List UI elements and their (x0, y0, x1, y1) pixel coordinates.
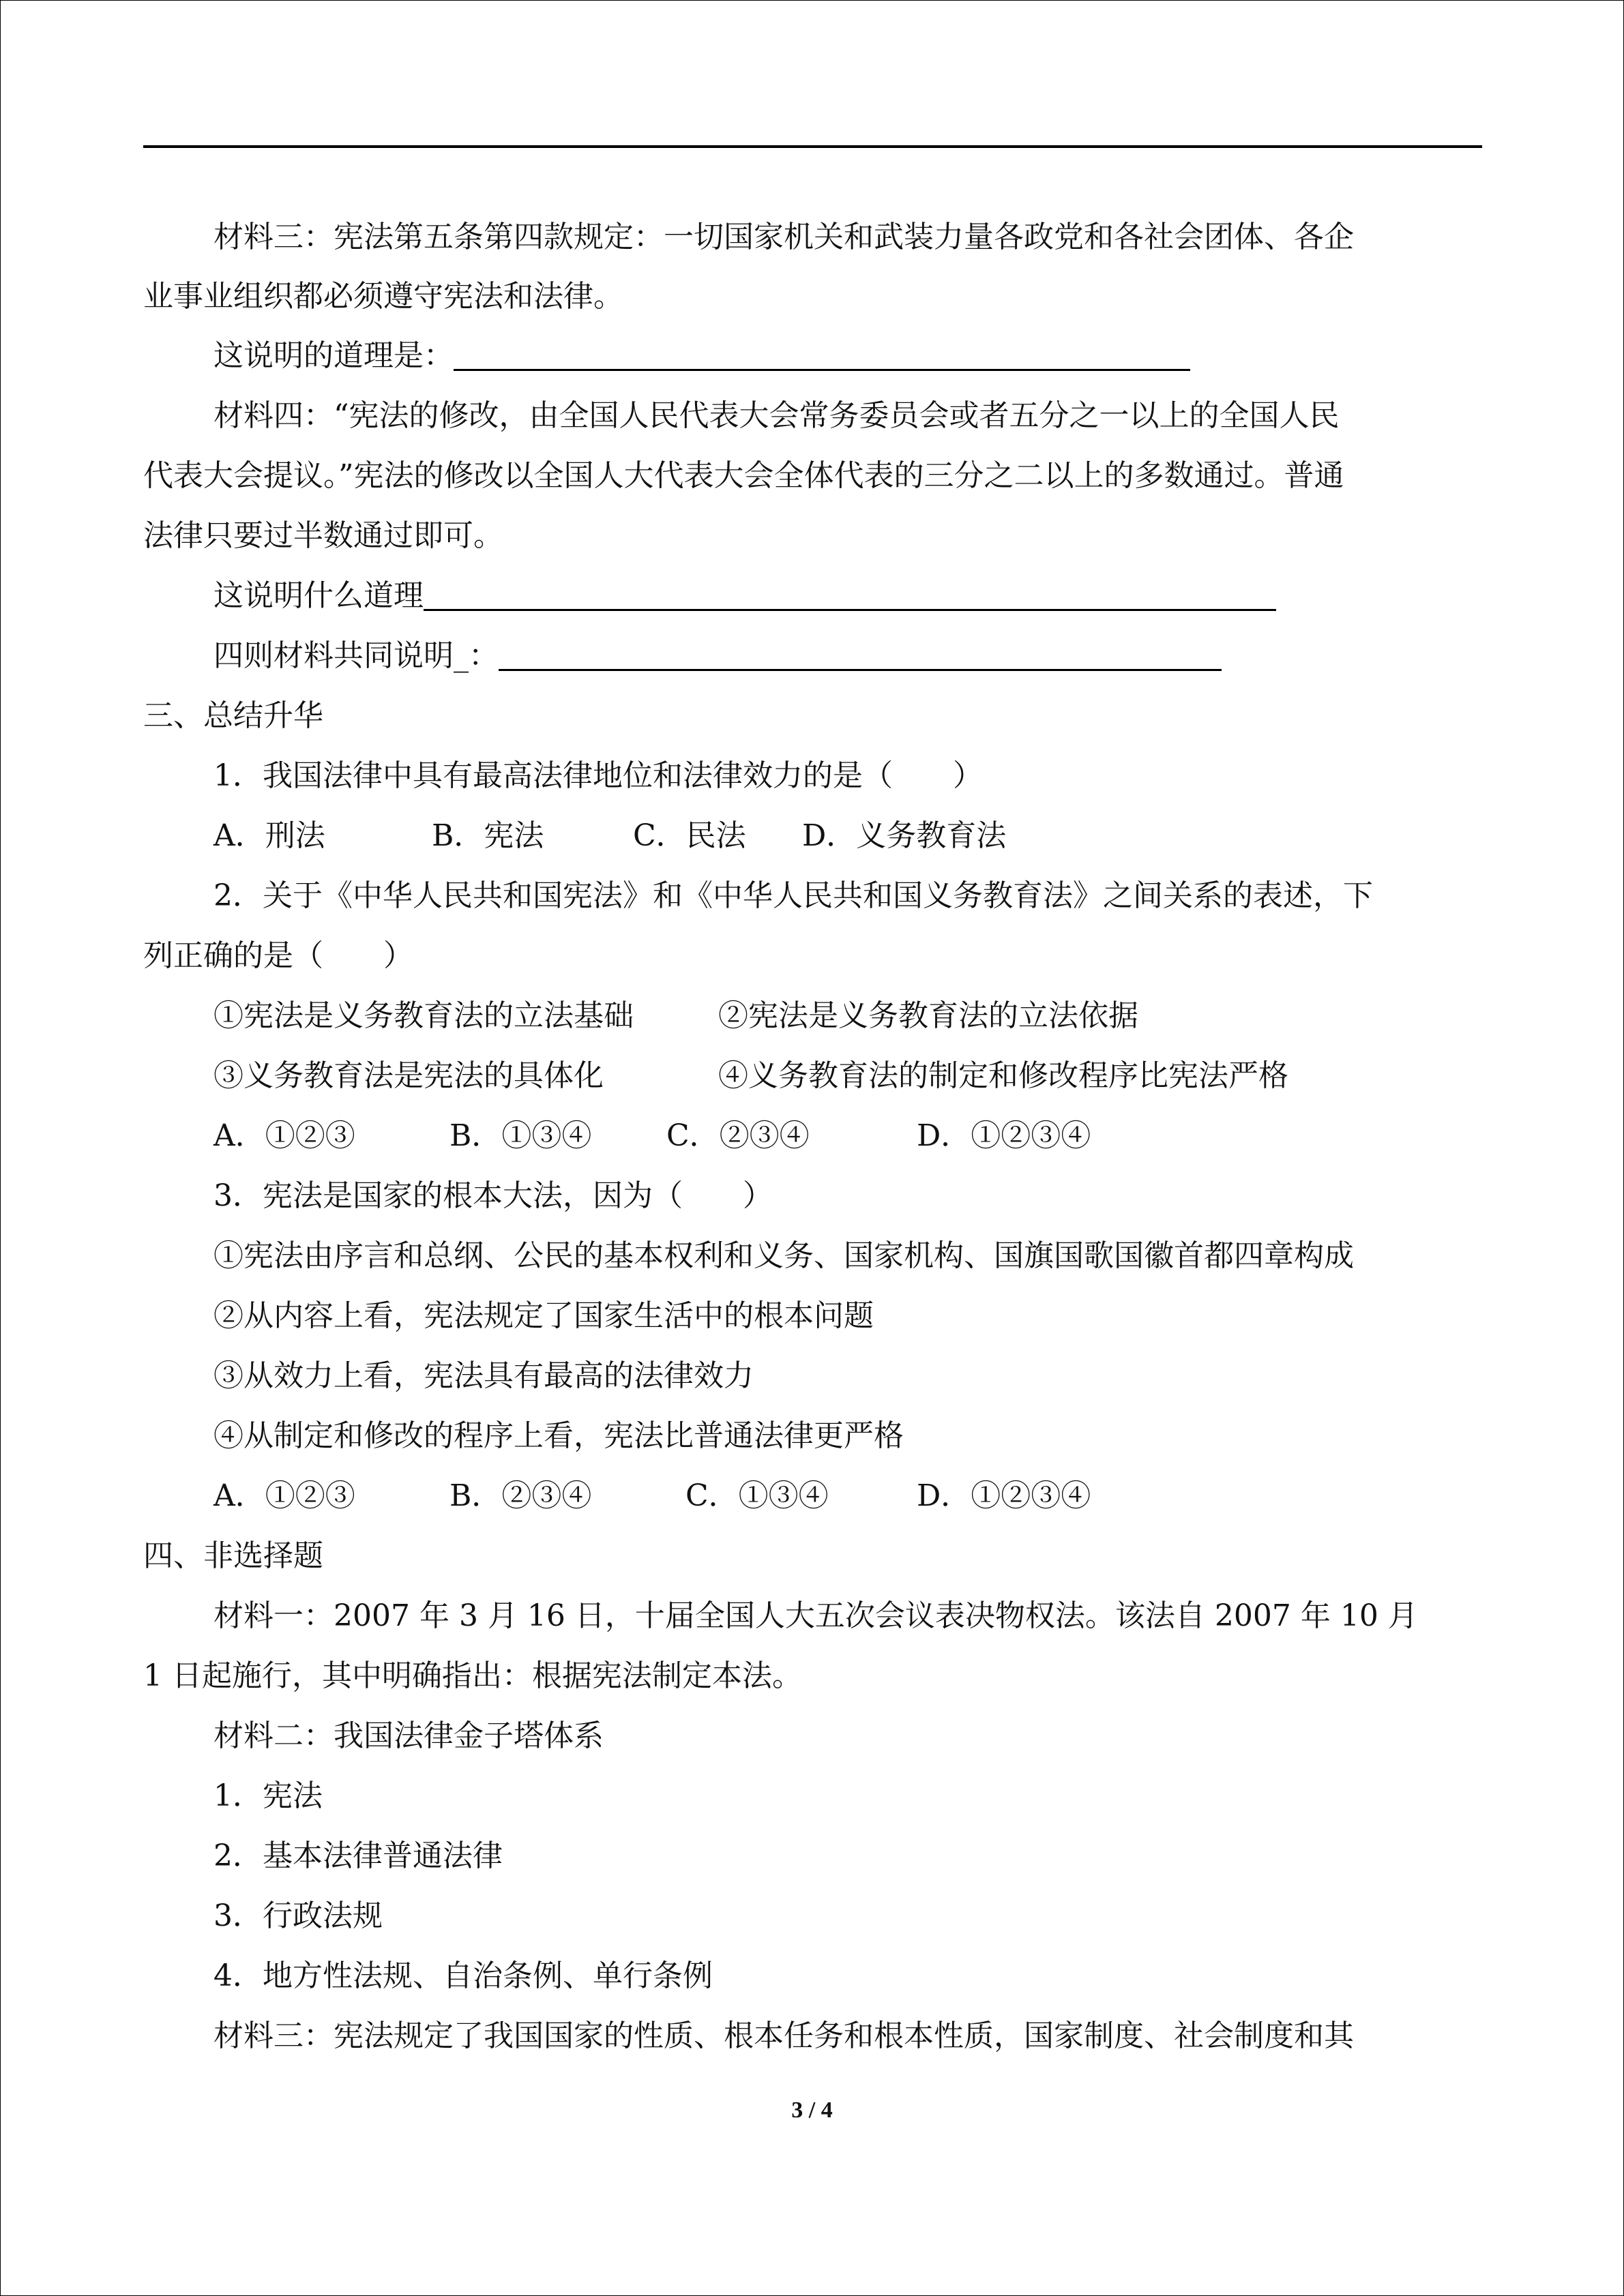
section4-title: 四、非选择题 (143, 1538, 323, 1573)
q1-stem: 1．我国法律中具有最高法律地位和法律效力的是（ ） (213, 758, 983, 793)
s4-material2-title: 材料二：我国法律金子塔体系 (213, 1718, 604, 1753)
material4-question-label: 这说明什么道理 (213, 578, 424, 613)
four-materials-question (213, 636, 1482, 676)
q2-item-2: ②宪法是义务教育法的立法依据 (718, 998, 1138, 1033)
four-materials-answer-blank[interactable] (499, 639, 1222, 671)
q2-options (213, 1116, 1482, 1157)
q2-item-3: ③义务教育法是宪法的具体化 (213, 1058, 604, 1093)
q3-options (213, 1476, 1482, 1517)
q2-item-4: ④义务教育法的制定和修改程序比宪法严格 (718, 1058, 1288, 1093)
pyramid-level-3: 3．行政法规 (213, 1898, 383, 1933)
q2-stem-line2: 列正确的是（ ） (143, 938, 413, 973)
q3-option-c[interactable]: C．①③④ (685, 1478, 829, 1513)
q1-option-c[interactable]: C．民法 (633, 818, 746, 853)
pyramid-level-4: 4．地方性法规、自治条例、单行条例 (213, 1958, 713, 1993)
material4-line2: 代表大会提议。”宪法的修改以全国人大代表大会全体代表的三分之二以上的多数通过。普通 (143, 458, 1344, 493)
pyramid-level-2: 2．基本法律普通法律 (213, 1838, 503, 1873)
q1-options (213, 816, 1482, 856)
q3-item-4: ④从制定和修改的程序上看，宪法比普通法律更严格 (213, 1418, 904, 1453)
material3-answer-blank[interactable] (454, 339, 1190, 371)
q2-option-a[interactable]: A．①②③ (213, 1118, 355, 1153)
material3-question (213, 336, 1482, 376)
q2-items-row1 (213, 996, 1482, 1037)
q2-option-d[interactable]: D．①②③④ (917, 1118, 1091, 1153)
q3-item-2: ②从内容上看，宪法规定了国家生活中的根本问题 (213, 1298, 874, 1333)
four-materials-question-label: 四则材料共同说明_： (213, 638, 499, 673)
section3-title: 三、总结升华 (143, 698, 323, 733)
q2-stem-line1: 2．关于《中华人民共和国宪法》和《中华人民共和国义务教育法》之间关系的表述，下 (213, 878, 1373, 913)
material4-line3: 法律只要过半数通过即可。 (143, 518, 503, 553)
s4-material3-line1: 材料三：宪法规定了我国国家的性质、根本任务和根本性质，国家制度、社会制度和其 (213, 2018, 1354, 2053)
header-rule (143, 145, 1482, 148)
q1-option-b[interactable]: B．宪法 (432, 818, 544, 853)
q2-option-b[interactable]: B．①③④ (449, 1118, 592, 1153)
material4-answer-blank[interactable] (424, 579, 1276, 611)
q3-option-d[interactable]: D．①②③④ (917, 1478, 1091, 1513)
q3-option-b[interactable]: B．②③④ (449, 1478, 592, 1513)
q2-option-c[interactable]: C．②③④ (666, 1118, 810, 1153)
s4-material1-line2: 1 日起施行，其中明确指出：根据宪法制定本法。 (143, 1658, 802, 1693)
material3-line1: 材料三：宪法第五条第四款规定：一切国家机关和武装力量各政党和各社会团体、各企 (213, 220, 1354, 254)
q2-item-1: ①宪法是义务教育法的立法基础 (213, 998, 634, 1033)
q3-item-3: ③从效力上看，宪法具有最高的法律效力 (213, 1358, 754, 1393)
material3-line2: 业事业组织都必须遵守宪法和法律。 (143, 279, 623, 314)
q1-option-a[interactable]: A．刑法 (213, 818, 325, 853)
q3-item-1: ①宪法由序言和总纲、公民的基本权利和义务、国家机构、国旗国歌国徽首都四章构成 (213, 1238, 1354, 1273)
material4-line1: 材料四：“宪法的修改，由全国人民代表大会常务委员会或者五分之一以上的全国人民 (213, 398, 1340, 433)
q2-items-row2 (213, 1056, 1482, 1097)
q3-stem: 3．宪法是国家的根本大法，因为（ ） (213, 1178, 773, 1213)
page-number: 3 / 4 (791, 2098, 833, 2123)
q1-option-d[interactable]: D．义务教育法 (802, 818, 1007, 853)
pyramid-level-1: 1．宪法 (213, 1778, 323, 1813)
material3-question-label: 这说明的道理是： (213, 338, 454, 373)
q3-option-a[interactable]: A．①②③ (213, 1478, 355, 1513)
s4-material1-line1: 材料一：2007 年 3 月 16 日，十届全国人大五次会议表决物权法。该法自 2007 年 10 月 (213, 1598, 1418, 1633)
material4-question (213, 576, 1482, 616)
